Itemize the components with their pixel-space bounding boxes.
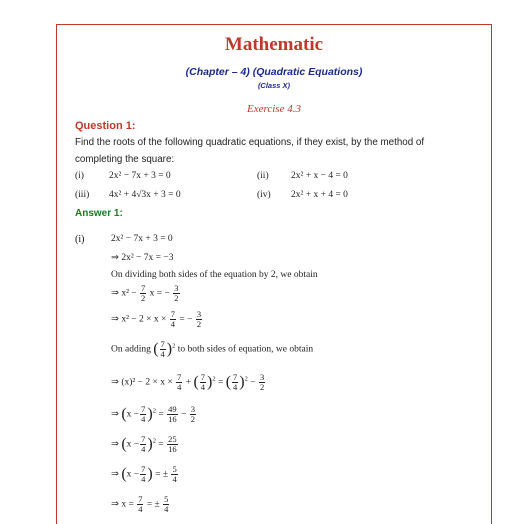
solution-part-label: (i) — [75, 234, 85, 245]
solution-line-9: ⇒ (x − $\frac{7}{4}$ )$^2$ = $\frac{25}{16}$ — [111, 434, 177, 454]
option-iii — [75, 190, 181, 200]
question-title: Question 1: — [75, 120, 136, 132]
option-iv — [257, 190, 348, 200]
option-equation: 2x² + x − 4 = 0 — [291, 171, 348, 181]
option-label: (i) — [75, 171, 84, 181]
solution-line-7: ⇒ (x)² − 2 × x × $\frac{7}{4}$ + ( $\frac{7}{4}$ )$^2$ = ( $\frac{7}{4}$ )$^2$ − $\frac{3}{2}$ — [111, 372, 265, 392]
answer-title: Answer 1: — [75, 208, 123, 219]
document-page — [56, 24, 492, 524]
option-equation: 2x² − 7x + 3 = 0 — [109, 171, 171, 181]
solution-line-10: ⇒ (x − $\frac{7}{4}$ ) = ± $\frac{5}{4}$ — [111, 464, 177, 484]
solution-line-5: ⇒ x² − 2 × x × $\frac{7}{4}$ = − $\frac{3}{2}$ — [111, 309, 202, 329]
solution-line-6: On adding ( $\frac{7}{4}$ )$^2$ to both sides of equation, we obtain — [111, 339, 314, 359]
option-equation: 4x² + 4√3x + 3 = 0 — [109, 190, 181, 200]
option-label: (iii) — [75, 190, 90, 200]
option-i — [75, 171, 171, 181]
page-title: Mathematic — [224, 34, 324, 55]
option-label: (iv) — [257, 190, 271, 200]
question-text: Find the roots of the following quadratic equations, if they exist, by the method of completing the square: — [75, 137, 425, 165]
option-label: (ii) — [257, 171, 269, 181]
solution-line-2: ⇒ 2x² − 7x = −3 — [111, 253, 174, 263]
option-equation: 2x² + x + 4 = 0 — [291, 190, 348, 200]
solution-line-8: ⇒ (x − $\frac{7}{4}$ )$^2$ = $\frac{49}{16}$ − $\frac{3}{2}$ — [111, 404, 195, 424]
class-label: (Class X) — [257, 81, 291, 90]
solution-line-3: On dividing both sides of the equation by 2, we obtain — [111, 270, 318, 280]
exercise-heading: Exercise 4.3 — [247, 103, 301, 115]
solution-line-4: ⇒ x² − $\frac{7}{2}$ x = − $\frac{3}{2}$ — [111, 283, 179, 303]
solution-line-11: ⇒ x = $\frac{7}{4}$ = ± $\frac{5}{4}$ — [111, 494, 169, 514]
chapter-subtitle: (Chapter – 4) (Quadratic Equations) — [185, 66, 363, 78]
solution-line-1: 2x² − 7x + 3 = 0 — [111, 234, 173, 244]
option-ii — [257, 171, 348, 181]
